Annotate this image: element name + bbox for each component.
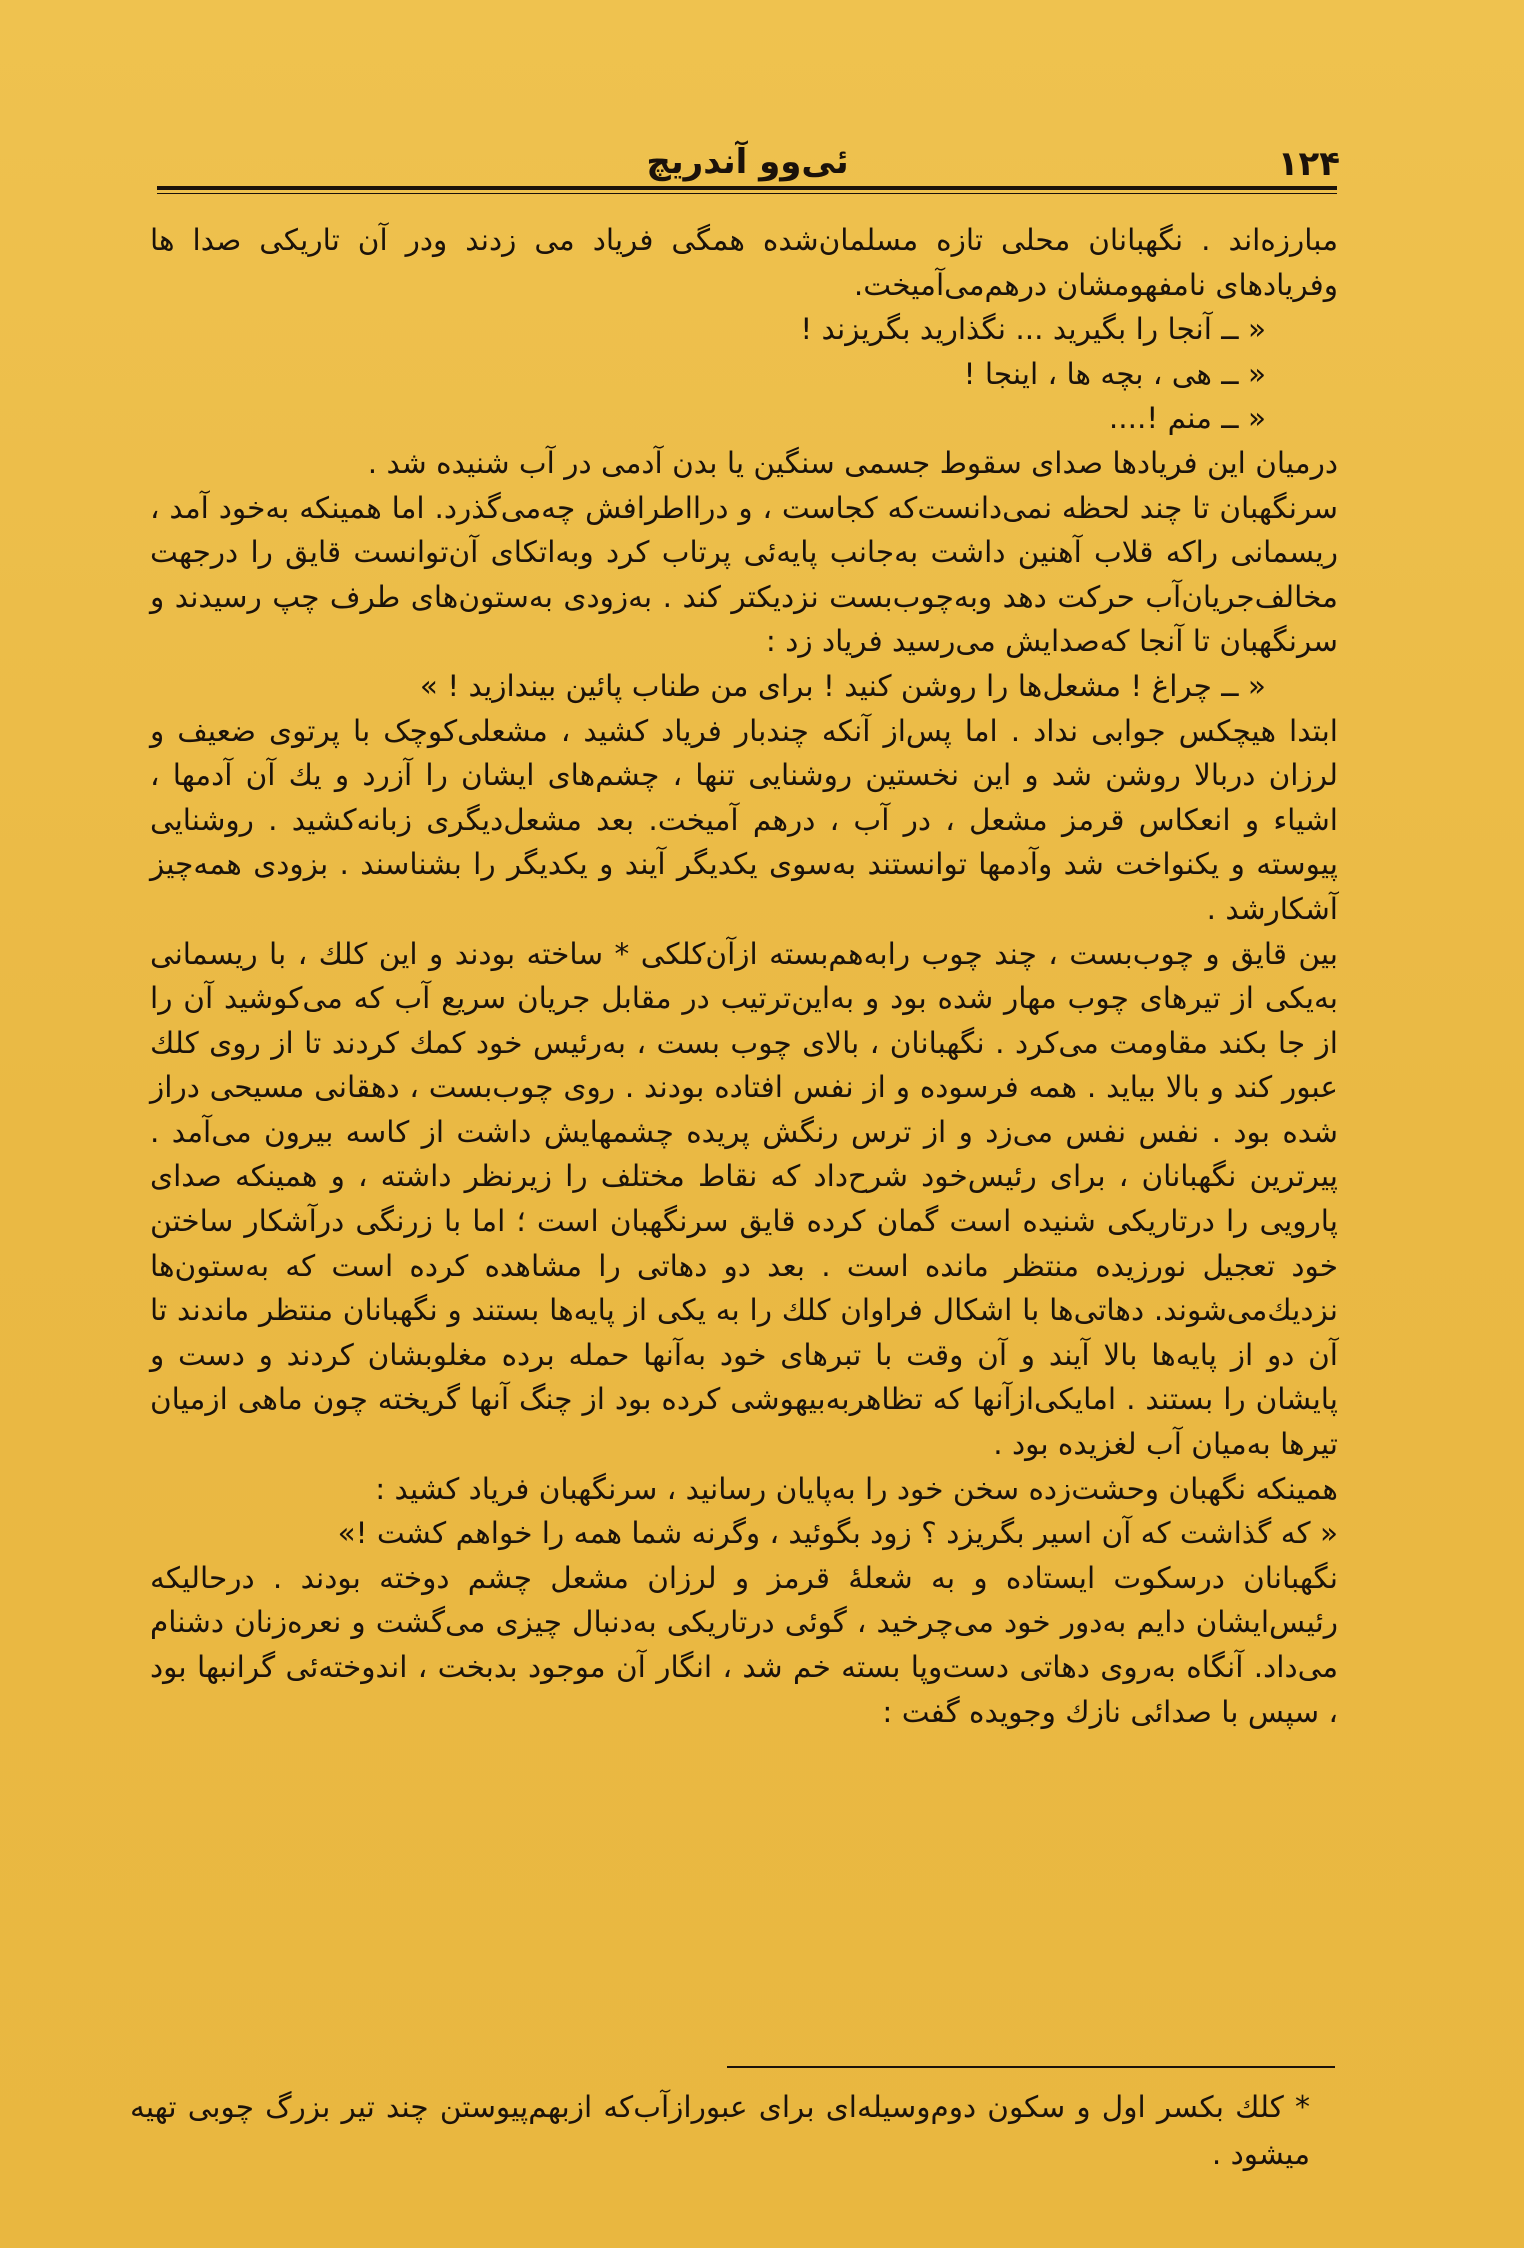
paragraph: سرنگهبان تا چند لحظه نمی‌دانست‌که کجاست ، و درااطرافش چه‌می‌گذرد. اما همینکه به‌خود آمد ، ریسمانی راکه قلاب آهنین داشت به‌جانب پایه‌ئی پرتاب کرد وبه‌اتکای آن‌توانست قایق را درجهت مخالف‌جریان‌آب حرکت دهد وبه‌چوب‌بست نزدیکتر کند . به‌زودی به‌ستون‌های طرف چپ رسیدند و سرنگهبان تا آنجا که‌صدایش می‌رسید فریاد زد : bbox=[150, 490, 1338, 659]
header-rule bbox=[157, 186, 1337, 190]
paragraph: همینکه نگهبان وحشت‌زده سخن خود را به‌پایان رسانید ، سرنگهبان فریاد کشید : bbox=[375, 1471, 1338, 1506]
footnote-body: کلك بکسر اول و سکون دوم‌وسیله‌ای برای عبورازآب‌که ازبهم‌پیوستن چند تیر بزرگ چوبی تهیه میشود . bbox=[130, 2090, 1310, 2171]
dialogue-line: « ــ آنجا را بگیرید ... نگذارید بگریزند ! bbox=[800, 312, 1266, 347]
text-line: مبارزه‌اند . نگهبانان محلی تازه مسلمان‌شده همگی فریاد می زدند ودر آن تاریکی صدا bbox=[192, 223, 1338, 257]
running-title: ئی‌وو آندریچ bbox=[646, 142, 849, 182]
paragraph: ابتدا هیچکس جوابی نداد . اما پس‌از آنکه چندبار فریاد کشید ، مشعلی‌کوچک با پرتوی ضعیف و لرزان دربالا روشن شد و این نخستین روشنایی تنها ، چشم‌های ایشان را آزرد و یك آن آدمها ، اشیاء و انعکاس قرمز مشعل ، در آب ، درهم آمیخت. بعد مشعل‌دیگری زبانه‌کشید . روشنایی پیوسته و یکنواخت شد وآدمها توانستند به‌سوی یکدیگر آیند و یکدیگر را بشناسند . بزودی همه‌چیز آشکارشد . bbox=[150, 713, 1338, 926]
footnote bbox=[130, 2084, 1310, 2177]
paragraph: نگهبانان درسکوت ایستاده و به شعلهٔ قرمز و لرزان مشعل چشم دوخته بودند . درحالیکه رئیس‌ایشان دایم به‌دور خود می‌چرخید ، گوئی درتاریکی به‌دنبال چیزی می‌گشت و نعره‌زنان دشنام می‌داد. آنگاه به‌روی دهاتی دست‌وپا بسته خم شد ، انگار آن موجود بدبخت ، اندوخته‌ئی گرانبها بود ، سپس با صدائی نازك وجویده گفت : bbox=[150, 1560, 1338, 1729]
footnote-marker: * bbox=[1294, 2090, 1310, 2125]
paragraph bbox=[150, 218, 1338, 307]
footnote-rule bbox=[727, 2066, 1335, 2068]
text-line: ها وفریادهای نامفهومشان درهم‌می‌آمیخت. bbox=[150, 223, 1338, 302]
dialogue-paragraph: « که گذاشت که آن اسیر بگریزد ؟ زود بگوئید ، وگرنه شما همه را خواهم کشت !» bbox=[337, 1516, 1338, 1551]
footnote-text bbox=[130, 2084, 1310, 2177]
dialogue-line: « ــ منم !.... bbox=[1108, 401, 1266, 436]
dialogue-line: « ــ چراغ ! مشعل‌ها را روشن کنید ! برای من طناب پائین بیندازید ! » bbox=[419, 668, 1266, 703]
paragraph: بین قایق و چوب‌بست ، چند چوب رابه‌هم‌بسته ازآن‌کلکی * ساخته بودند و این کلك ، با ریسمانی به‌یکی از تیرهای چوب مهار شده بود و به‌این‌ترتیب در مقابل جریان سریع آب که می‌کوشید آن را از جا بکند مقاومت می‌کرد . نگهبانان ، بالای چوب بست ، به‌رئیس خود کمك کردند تا از روی کلك عبور کند و بالا بیاید . همه فرسوده و از نفس افتاده بودند . روی چوب‌بست ، دهقانی مسیحی دراز شده بود . نفس نفس می‌زد و از ترس رنگش پریده چشمهایش داشت از کاسه بیرون می‌آمد . پیرترین نگهبانان ، برای رئیس‌خود شرح‌داد که نقاط مختلف را زیرنظر داشته ، و همینکه صدای پارویی را درتاریکی شنیده است گمان کرده قایق سرنگهبان است ؛ اما با زرنگی درآشکار ساختن خود تعجیل نورزیده منتظر مانده است . بعد دو دهاتی را مشاهده کرده است که به‌ستون‌ها نزدیك‌می‌شوند. دهاتی‌ها با اشکال فراوان کلك را به یکی از پایه‌ها بستند و نگهبانان منتظر ماندند تا آن دو از پایه‌ها بالا آیند و آن وقت با تبرهای خود به‌آنها حمله برده مغلوبشان کردند و دست و پایشان را بستند . امایکی‌ازآنها که تظاهربه‌بیهوشی کرده بود از چنگ آنها گریخته چون ماهی ازمیان تیرها به‌میان آب لغزیده بود . bbox=[150, 936, 1338, 1462]
page-number: ۱۲۴ bbox=[1277, 144, 1340, 184]
body-text bbox=[150, 218, 1338, 1734]
paragraph: درمیان این فریادها صدای سقوط جسمی سنگین یا بدن آدمی در آب شنیده شد . bbox=[367, 445, 1338, 480]
dialogue-line: « ــ هی ، بچه ها ، اینجا ! bbox=[963, 356, 1266, 391]
page-header bbox=[155, 138, 1340, 186]
header-rule-thin bbox=[157, 193, 1337, 194]
